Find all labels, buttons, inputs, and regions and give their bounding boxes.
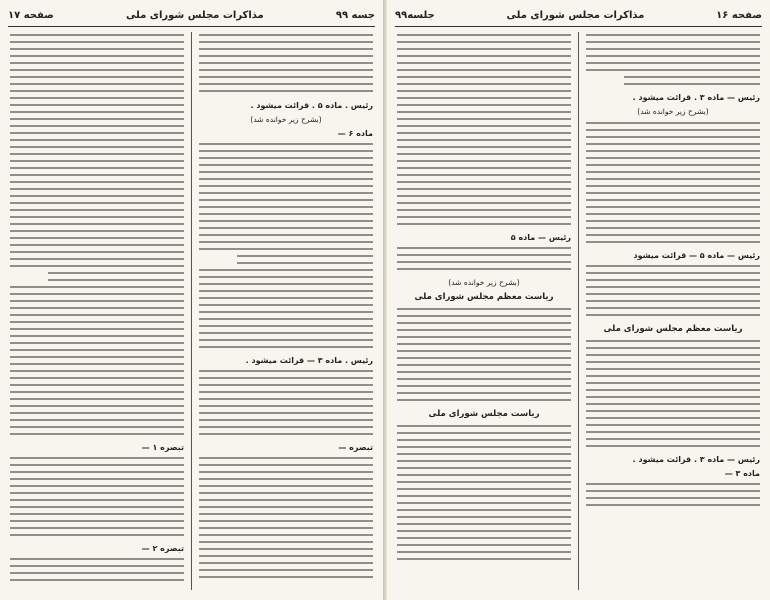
- article-heading: تبصره ۱ —: [141, 443, 184, 452]
- reading-note: (بشرح زیر خوانده شد): [250, 115, 322, 124]
- text-block: [586, 120, 760, 246]
- speaker-heading: رئیس — ماده ۳ . قرائت میشود .: [632, 93, 760, 102]
- article-heading: تبصره ۲ —: [141, 544, 184, 553]
- text-block: [10, 32, 184, 270]
- right-page: [387, 0, 770, 600]
- left-page-inner-column: [197, 32, 375, 590]
- text-block: [397, 32, 571, 228]
- text-block: [397, 423, 571, 563]
- left-page-number: صفحه ۱۷: [8, 9, 54, 21]
- text-block: [199, 141, 373, 253]
- left-page-outer-column: [8, 32, 186, 590]
- article-heading: تبصره —: [338, 443, 373, 452]
- text-block: [199, 455, 373, 581]
- text-block: [237, 253, 373, 267]
- right-page-number: صفحه ۱۶: [716, 9, 762, 21]
- text-block: [199, 32, 373, 96]
- speaker-heading: رئیس — ماده ۵: [510, 233, 571, 242]
- text-block: [199, 368, 373, 438]
- text-block: [397, 306, 571, 404]
- right-page-inner-column: [395, 32, 573, 590]
- left-header-rule: [8, 26, 375, 27]
- article-heading: ماده ۶ —: [337, 129, 373, 138]
- left-session-label: جسه ۹۹: [335, 9, 375, 21]
- text-block: [586, 481, 760, 509]
- section-heading: ریاست معظم مجلس شورای ملی: [414, 292, 554, 302]
- article-heading: ماده ۳ —: [724, 469, 760, 478]
- right-page-title: مذاکرات مجلس شورای ملی: [506, 9, 645, 21]
- text-block: [10, 455, 184, 539]
- left-page-title: مذاکرات مجلس شورای ملی: [125, 9, 264, 21]
- text-block: [10, 284, 184, 438]
- reading-note: (بشرح زیر خوانده شد): [637, 107, 709, 116]
- section-heading: ریاست مجلس شورای ملی: [428, 409, 540, 419]
- text-block: [48, 270, 184, 284]
- reading-note: (بشرح زیر خوانده شد): [448, 278, 520, 287]
- text-block: [586, 32, 760, 74]
- section-heading: ریاست معظم مجلس شورای ملی: [603, 324, 743, 334]
- right-header-rule: [395, 26, 762, 27]
- text-block: [586, 338, 760, 450]
- text-block: [586, 263, 760, 319]
- speaker-heading: رئیس — ماده ۵ — قرائت میشود: [633, 251, 760, 260]
- speaker-heading: رئیس . ماده ۳ — قرائت میشود .: [245, 356, 373, 365]
- left-page: [0, 0, 383, 600]
- column-divider: [191, 32, 192, 590]
- right-page-outer-column: [584, 32, 762, 590]
- right-page-header: [395, 6, 762, 24]
- right-session-label: جلسه۹۹: [395, 9, 435, 21]
- column-divider: [578, 32, 579, 590]
- text-block: [397, 245, 571, 273]
- text-block: [199, 267, 373, 351]
- speaker-heading: رئیس — ماده ۳ . قرائت میشود .: [632, 455, 760, 464]
- speaker-heading: رئیس . ماده ۵ . قرائت میشود .: [250, 101, 373, 110]
- text-block: [624, 74, 760, 88]
- left-page-header: [8, 6, 375, 24]
- text-block: [10, 556, 184, 584]
